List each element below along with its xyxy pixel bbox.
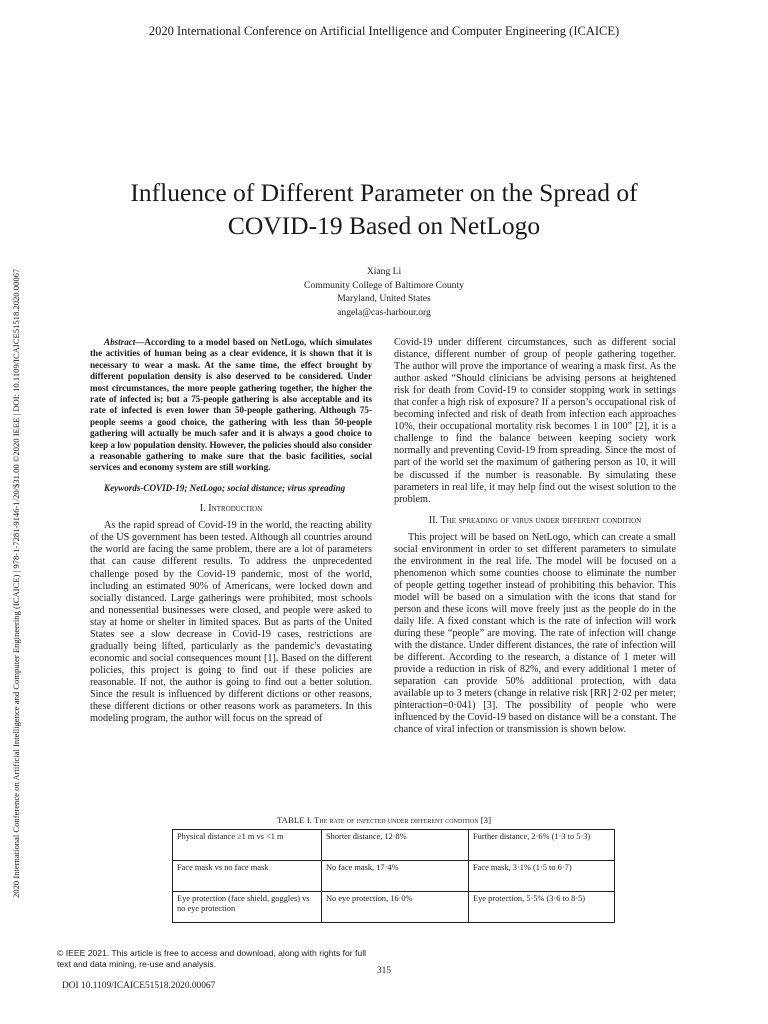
- table-cell: Further distance, 2·6% (1·3 to 5·3): [469, 830, 615, 861]
- doi-footer[interactable]: DOI 10.1109/ICAICE51518.2020.00067: [62, 981, 216, 991]
- continuation-text: Covid-19 under different circumstances, such as different social distance, different number of group of people gathering together. The author will prove the importance of wearing a mask first. As the author asked “Should clinicians be advising persons at heightened risk for death from Covid-19 to consider stopping work in settings that confer a high risk of exposure? If a person’s occupational risk of becoming infected and risk of death from infection each approaches 10%, their occupational mortality risk becomes 1 in 100” [2], it is a challenge to find the balance between keeping society work normally and preventing Covid-19 from spreading. Since the most of part of the world set the maximum of gathering person as 10, it will be discussed if the number is reasonable. By simulating these parameters in real life, it may help find out the wisest solution to the problem.: [394, 337, 676, 505]
- author-name: Xiang Li: [366, 266, 402, 277]
- table-row: [173, 861, 615, 892]
- author-block: [0, 265, 768, 319]
- page-number: 315: [376, 966, 392, 976]
- table-cell: Face mask, 3·1% (1·5 to 6·7): [469, 861, 615, 892]
- author-location: Maryland, United States: [337, 293, 431, 304]
- title-line-1: Influence of Different Parameter on the Spread of: [130, 178, 638, 207]
- table-row: [173, 830, 615, 861]
- infection-rate-table: [172, 829, 615, 923]
- left-column: [90, 337, 372, 725]
- table-cell: No eye protection, 16·0%: [322, 892, 469, 923]
- title-line-2: COVID-19 Based on NetLogo: [227, 211, 541, 240]
- abstract-text: According to a model based on NetLogo, which simulates the activities of human being as a clear evidence, it is shown that it is necessary to wear a mask. At the same time, the effect brought by different population density is also deserved to be considered. Under most circumstances, the more people gathering together, the higher the rate of infected is; but a 75-people gathering is also acceptable and its rate of infected is even lower than 50-people gathering. Although 75-people seems a good choice, the gathering with less than 50-people gathering will actually be much safer and it is always a good choice to keep a low population density. However, the policies should also consider a reasonable gathering to make sure that the basic facilities, social services and economy system are still working.: [90, 337, 372, 473]
- abstract: [90, 337, 372, 474]
- table-cell: Physical distance ≥1 m vs <1 m: [173, 830, 322, 861]
- right-column: [394, 337, 676, 737]
- table-cell: Eye protection (face shield, goggles) vs no eye protection: [173, 892, 322, 923]
- abstract-dash: —: [135, 337, 145, 347]
- paper-title: [84, 176, 684, 242]
- side-margin-text: 2020 International Conference on Artificial Intelligence and Computer Engineering (ICAICE) | 978-1-7281-9146-1/20/$31.00 ©2020 IEEE | DOI: 10.1109/ICAICE51518.2020.00067: [11, 268, 21, 898]
- table-cell: Shorter distance, 12·8%: [322, 830, 469, 861]
- author-affiliation: Community College of Baltimore County: [304, 279, 464, 291]
- copyright-notice: © IEEE 2021. This article is free to access and download, along with rights for full text and data mining, re-use and analysis.: [57, 948, 367, 969]
- author-email[interactable]: angela@cas-harbour.org: [337, 306, 431, 318]
- section2-text: This project will be based on NetLogo, which can create a small social environment in order to set different parameters to simulate the environment in the real life. The model will be focused on a phenomenon which some counties choose to eliminate the number of people getting together instead of prohibiting this behavior. This model will be based on a simulation with the icons that stand for person and these icons will move freely just as the people do in the daily life. A fixed constant which is the rate of infection will work during these “people” are moving. The rate of infection will change with the distance. Under different distances, the rate of infection will be different. According to the research, a distance of 1 meter will provide a reduction in risk of 82%, and every additional 1 meter of separation can provide 50% additional protection, with data available up to 3 meters (change in relative risk [RR] 2·02 per meter; pinteraction=0·041) [3]. The possibility of people who were influenced by the Covid-19 based on distance will be a constant. The chance of viral infection or transmission is shown below.: [394, 531, 676, 736]
- table-cell: Face mask vs no face mask: [173, 861, 322, 892]
- table-cell: No face mask, 17·4%: [322, 861, 469, 892]
- table-cell: Eye protection, 5·5% (3·6 to 8·5): [469, 892, 615, 923]
- conference-header: 2020 International Conference on Artificial Intelligence and Computer Engineering (ICAICE): [148, 24, 620, 38]
- section-heading-spreading: II. The spreading of virus under different condition: [428, 514, 642, 526]
- introduction-text: As the rapid spread of Covid-19 in the world, the reacting ability of the US government has been tested. Although all countries around the world are facing the same problem, there are a lot of parameters that can cause different results. To address the unprecedented challenge posed by the Covid-19 pandemic, most of the world, including an estimated 90% of Americans, were locked down and socially distanced. Large gatherings were prohibited, most schools and nonessential businesses were closed, and people were asked to stay at home or shelter in limited spaces. But as parts of the United States see a slow decrease in Covid-19 cases, restrictions are gradually being lifted, particularly as the pandemic's devastating economic and social consequences mount [1]. Based on the different policies, this project is going to find out if these policies are reasonable. If not, the author is going to find out a better solution. Since the result is influenced by different dictions or other reasons, these different dictions or other reasons work as parameters. In this modeling program, the author will focus on the spread of: [90, 520, 372, 725]
- side-margin-citation: [10, 128, 24, 898]
- section-heading-introduction: I. Introduction: [199, 503, 263, 515]
- abstract-label: Abstract: [104, 337, 136, 347]
- table-caption: TABLE I. The rate of infected under different condition [3]: [276, 815, 492, 825]
- table-row: [173, 892, 615, 923]
- keywords: Keywords-COVID-19; NetLogo; social distance; virus spreading: [104, 482, 346, 493]
